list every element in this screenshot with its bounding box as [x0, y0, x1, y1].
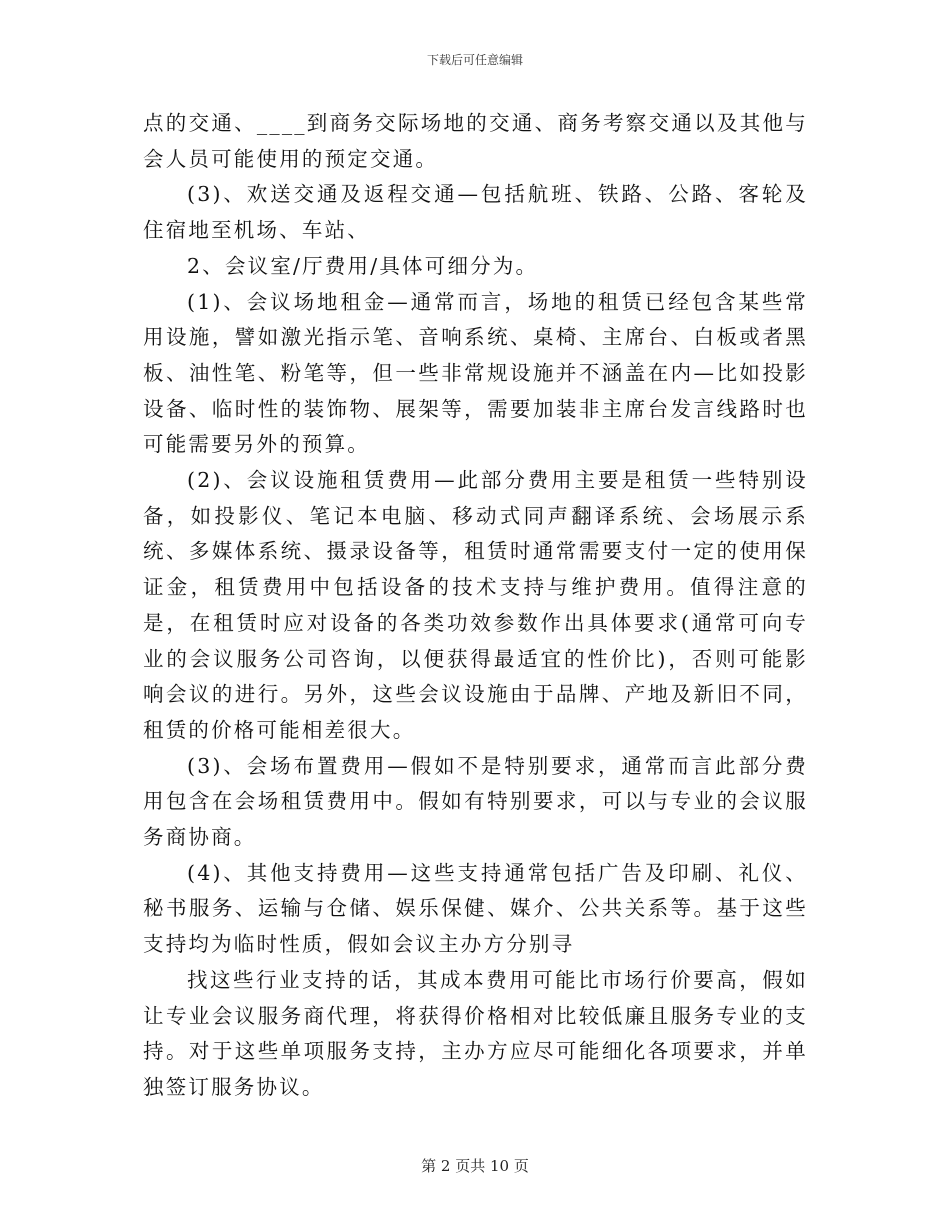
- paragraph-8: 找这些行业支持的话，其成本费用可能比市场行价要高，假如让专业会议服务商代理，将获得价格相对比较低廉且服务专业的支持。对于这些单项服务支持，主办方应尽可能细化各项要求，并单独签订服务协议。: [143, 967, 808, 1099]
- document-body: [143, 106, 808, 1106]
- paragraph-1: 点的交通、____到商务交际场地的交通、商务考察交通以及其他与会人员可能使用的预定交通。: [143, 111, 808, 171]
- paragraph-2: (3)、欢送交通及返程交通—包括航班、铁路、公路、客轮及住宿地至机场、车站、: [143, 182, 808, 243]
- paragraph-5: (2)、会议设施租赁费用—此部分费用主要是租赁一些特别设备，如投影仪、笔记本电脑、移动式同声翻译系统、会场展示系统、多媒体系统、摄录设备等，租赁时通常需要支付一定的使用保证金，租赁费用中包括设备的技术支持与维护费用。值得注意的是，在租赁时应对设备的各类功效参数作出具体要求(通常可向专业的会议服务公司咨询，以便获得最适宜的性价比)，否则可能影响会议的进行。另外，这些会议设施由于品牌、产地及新旧不同，租赁的价格可能相差很大。: [143, 468, 808, 742]
- paragraph-4: (1)、会议场地租金—通常而言，场地的租赁已经包含某些常用设施，譬如激光指示笔、音响系统、桌椅、主席台、白板或者黑板、油性笔、粉笔等，但一些非常规设施并不涵盖在内—比如投影设备、临时性的装饰物、展架等，需要加装非主席台发言线路时也可能需要另外的预算。: [143, 289, 808, 457]
- paragraph-6: (3)、会场布置费用—假如不是特别要求，通常而言此部分费用包含在会场租赁费用中。假如有特别要求，可以与专业的会议服务商协商。: [143, 753, 808, 850]
- paragraph-3: 2、会议室/厅费用/具体可细分为。: [187, 253, 539, 278]
- page-header: 下载后可任意编辑: [426, 53, 523, 67]
- paragraph-7: (4)、其他支持费用—这些支持通常包括广告及印刷、礼仪、秘书服务、运输与仓储、娱乐保健、媒介、公共关系等。基于这些支持均为临时性质，假如会议主办方分别寻: [143, 860, 808, 957]
- page-footer: 第 2 页共 10 页: [421, 1157, 529, 1175]
